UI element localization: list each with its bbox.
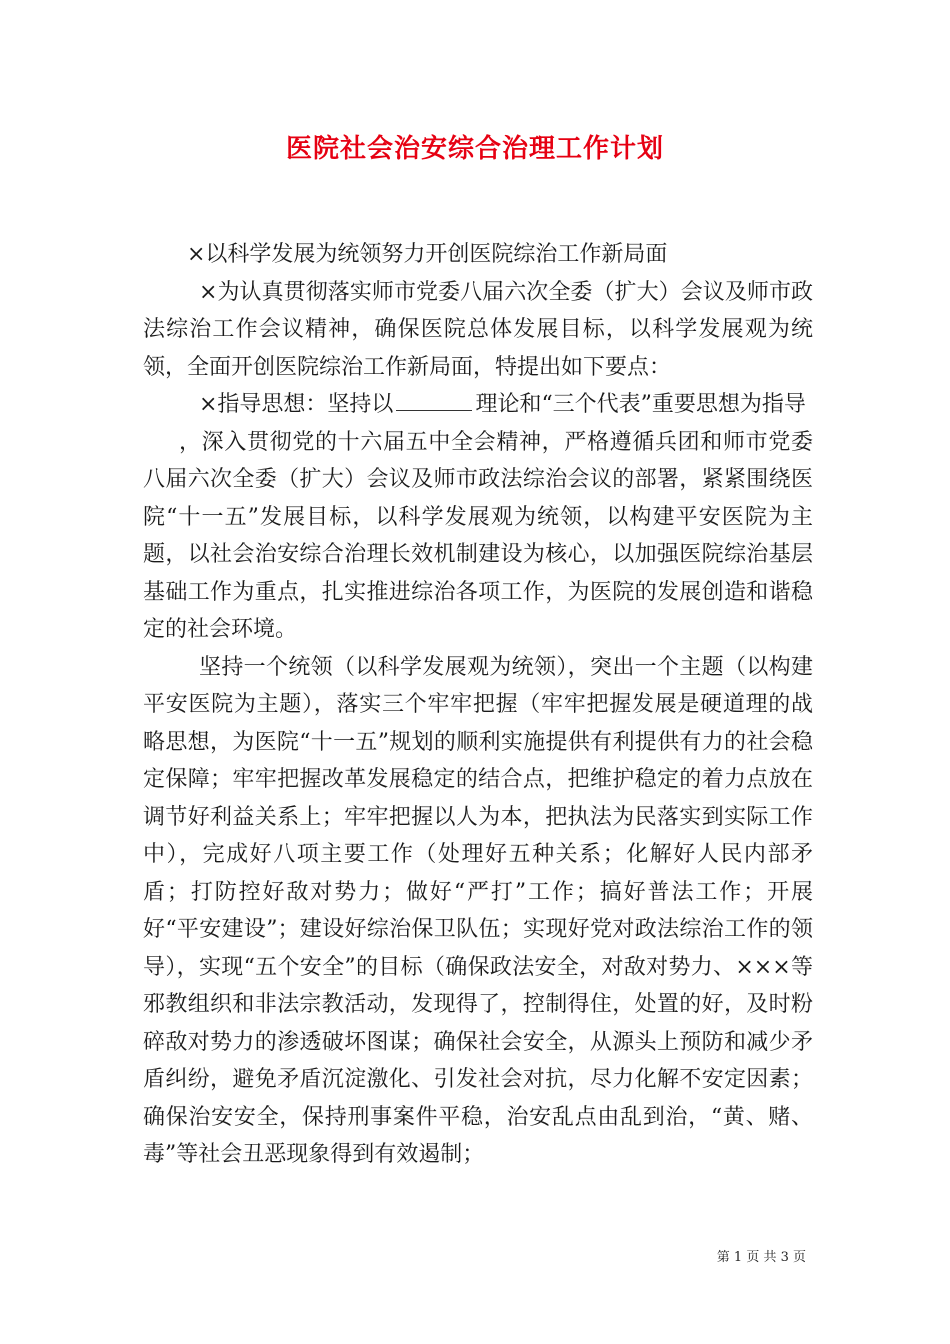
document-title: 医院社会治安综合治理工作计划: [285, 134, 664, 164]
page-number: 第 1 页 共 3 页: [716, 1250, 806, 1265]
blank-underline: [396, 388, 472, 411]
guiding-thought-prefix: ×指导思想：坚持以: [199, 392, 394, 417]
paragraph-intro: ×为认真贯彻落实师市党委八届六次全委（扩大）会议及师市政法综治工作会议精神，确保医院总体发展目标，以科学发展观为统领，全面开创医院综治工作新局面，特提出如下要点：: [143, 279, 813, 380]
paragraph-heading: ×以科学发展为统领努力开创医院综治工作新局面: [187, 242, 668, 267]
guiding-thought-suffix: 理论和“三个代表”重要思想为指导: [475, 392, 806, 417]
document-body: [143, 236, 813, 1174]
paragraph-main-tasks: 坚持一个统领（以科学发展观为统领），突出一个主题（以构建平安医院为主题），落实三个牢牢把握（牢牢把握发展是硬道理的战略思想，为医院“十一五”规划的顺利实施提供有利提供有力的社会稳定保障；牢牢把握改革发展稳定的结合点，把维护稳定的着力点放在调节好利益关系上；牢牢把握以人为本，把执法为民落实到实际工作中），完成好八项主要工作（处理好五种关系；化解好人民内部矛盾；打防控好敌对势力；做好“严打”工作；搞好普法工作；开展好“平安建设”；建设好综治保卫队伍；实现好党对政法综治工作的领导），实现“五个安全”的目标（确保政法安全，对敌对势力、×××等邪教组织和非法宗教活动，发现得了，控制得住，处置的好，及时粉碎敌对势力的渗透破坏图谋；确保社会安全，从源头上预防和减少矛盾纠纷，避免矛盾沉淀激化、引发社会对抗，尽力化解不安定因素；确保治安安全，保持刑事案件平稳，治安乱点由乱到治，“黄、赌、毒”等社会丑恶现象得到有效遏制；: [143, 654, 813, 1167]
paragraph-guiding-thought: [143, 386, 813, 424]
paragraph-details: ，深入贯彻党的十六届五中全会精神，严格遵循兵团和师市党委八届六次全委（扩大）会议及师市政法综治会议的部署，紧紧围绕医院“十一五”发展目标，以科学发展观为统领，以构建平安医院为主题，以社会治安综合治理长效机制建设为核心，以加强医院综治基层基础工作为重点，扎实推进综治各项工作，为医院的发展创造和谐稳定的社会环境。: [143, 429, 813, 642]
